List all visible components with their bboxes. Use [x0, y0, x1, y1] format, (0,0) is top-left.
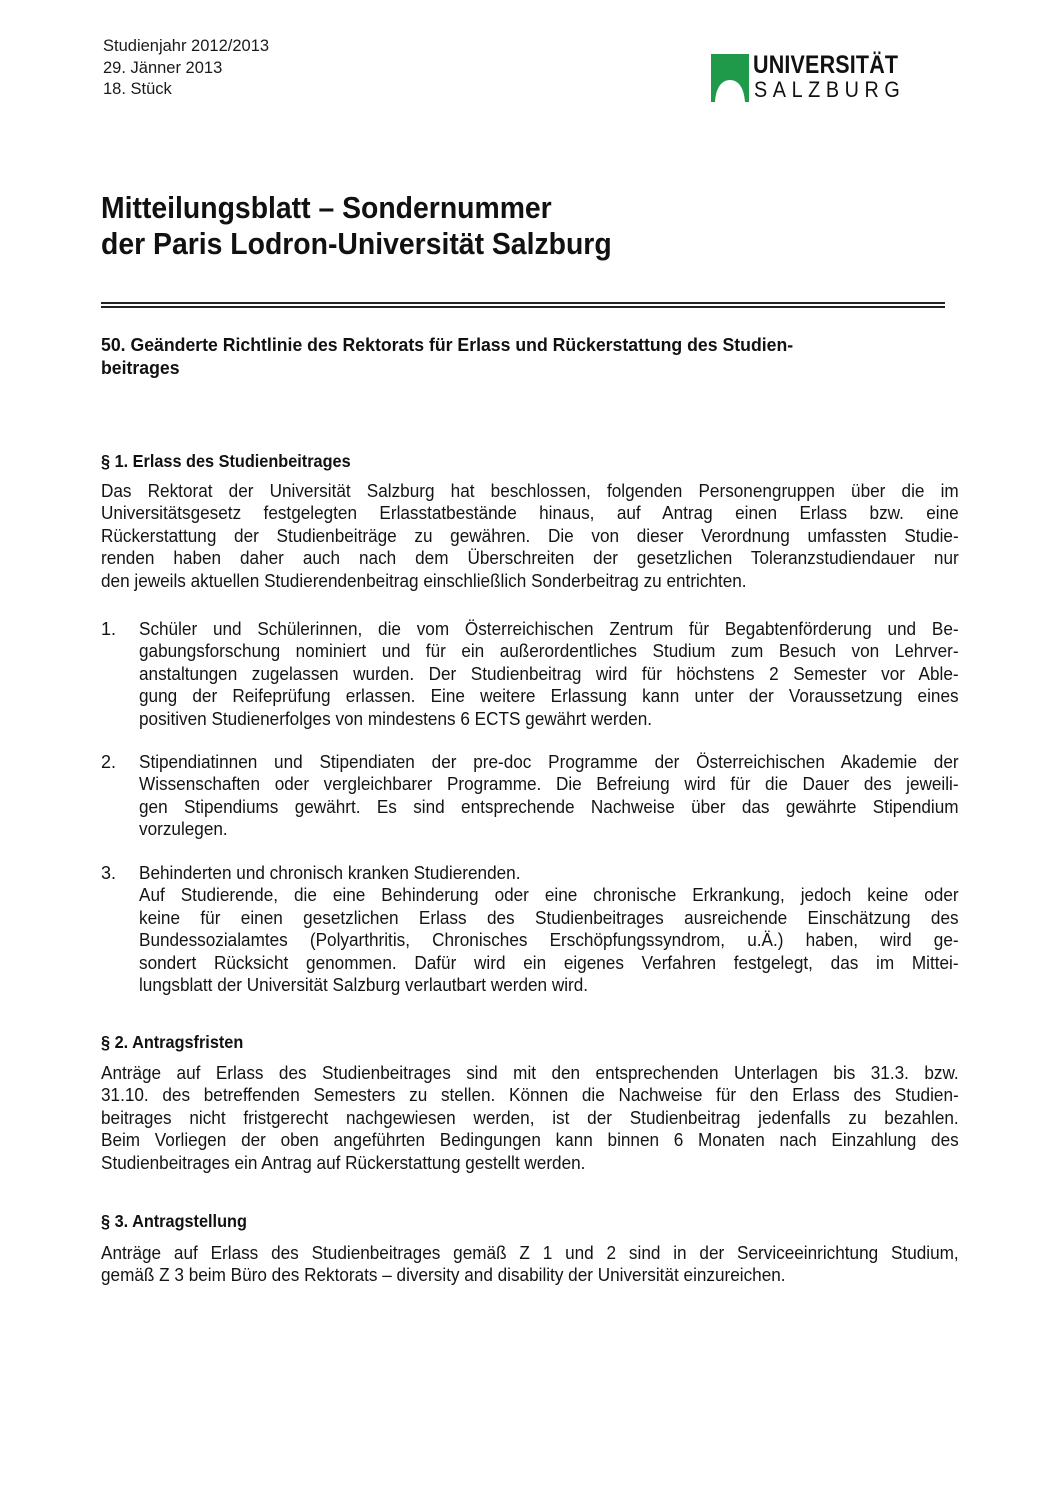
text-line: Wissenschaften oder vergleichbarer Programme. Die Befreiung wird für die Dauer des jeweili-	[139, 774, 959, 795]
divider-line-bottom	[101, 306, 945, 308]
logo-arch-icon	[711, 54, 749, 102]
text-line: den jeweils aktuellen Studierendenbeitrag einschließlich Sonderbeitrag zu entrichten.	[101, 570, 747, 591]
text-line: Das Rektorat der Universität Salzburg hat beschlossen, folgenden Personengruppen über die im	[101, 481, 959, 501]
double-rule-divider	[101, 302, 945, 309]
text-line: sondert Rücksicht genommen. Dafür wird ein eigenes Verfahren festgelegt, das im Mittei-	[139, 952, 959, 973]
text-line: Anträge auf Erlass des Studienbeitrages gemäß Z 1 und 2 sind in der Serviceeinrichtung Studium,	[101, 1243, 959, 1263]
notice-title-line-1: 50. Geänderte Richtlinie des Rektorats für Erlass und Rückerstattung des Studien-	[101, 334, 794, 355]
issue-number: 18. Stück	[103, 80, 172, 98]
text-line: 31.10. des betreffenden Semesters zu stellen. Können die Nachweise für den Erlass des Studien-	[101, 1085, 959, 1106]
text-line: gen Stipendiums gewährt. Es sind entsprechende Nachweise über das gewährte Stipendium	[139, 796, 959, 817]
text-line: vorzulegen.	[139, 819, 228, 840]
text-line: gabungsforschung nominiert und für ein außerordentliches Studium zum Besuch von Lehrver-	[139, 641, 959, 662]
study-year: Studienjahr 2012/2013	[103, 37, 270, 55]
text-line: Rückerstattung der Studienbeiträge zu gewähren. Die von dieser Verordnung umfassten Studie-	[101, 525, 959, 546]
text-line: anstaltungen zugelassen wurden. Der Studienbeitrag wird für höchstens 2 Semester vor Able-	[139, 663, 959, 684]
page-title	[101, 190, 612, 262]
text-line: gung der Reifeprüfung erlassen. Eine weitere Erlassung kann unter der Voraussetzung eines	[139, 686, 959, 707]
list-number: 1.	[101, 619, 117, 639]
title-line-1: Mitteilungsblatt – Sondernummer	[101, 191, 552, 225]
text-line: Behinderten und chronisch kranken Studierenden.	[139, 863, 521, 883]
text-line: lungsblatt der Universität Salzburg verlautbart werden wird.	[139, 975, 589, 996]
logo-text-salzburg: SALZBURG	[754, 77, 906, 102]
text-line: renden haben daher auch nach dem Überschreiten der gesetzlichen Toleranzstudiendauer nur	[101, 548, 959, 569]
section-3-text	[101, 1242, 959, 1287]
text-line: Anträge auf Erlass des Studienbeitrages sind mit den entsprechenden Unterlagen bis 31.3. bzw.	[101, 1063, 959, 1083]
text-line: Schüler und Schülerinnen, die vom Österreichischen Zentrum für Begabtenförderung und Be-	[139, 619, 959, 639]
list-item-body	[139, 751, 959, 841]
issue-date: 29. Jänner 2013	[103, 58, 223, 77]
title-line-2: der Paris Lodron-Universität Salzburg	[101, 227, 612, 261]
document-header-info	[103, 36, 269, 101]
text-line: beitrages nicht fristgerecht nachgewiesen werden, ist der Studienbeitrag jedenfalls zu bezahlen.	[101, 1107, 959, 1128]
list-number: 2.	[101, 752, 117, 772]
text-line: Universitätsgesetz festgelegten Erlasstatbestände hinaus, auf Antrag einen Erlass bzw. eine	[101, 503, 959, 524]
list-item-body	[139, 862, 959, 996]
text-line: keine für einen gesetzlichen Erlass des Studienbeitrages ausreichende Einschätzung des	[139, 907, 959, 928]
notice-title	[101, 333, 961, 379]
notice-title-line-2: beitrages	[101, 357, 180, 378]
text-line: Stipendiatinnen und Stipendiaten der pre-doc Programme der Österreichischen Akademie der	[139, 752, 959, 772]
text-line: Studienbeitrages ein Antrag auf Rückerstattung gestellt werden.	[101, 1152, 586, 1173]
text-line: gemäß Z 3 beim Büro des Rektorats – diversity and disability der Universität einzureichen.	[101, 1265, 786, 1286]
list-item-body	[139, 618, 959, 730]
section-1-heading: § 1. Erlass des Studienbeitrages	[101, 451, 351, 471]
logo-text-universitaet: UNIVERSITÄT	[753, 51, 899, 79]
section-2-text	[101, 1062, 959, 1174]
section-3-heading: § 3. Antragstellung	[101, 1211, 247, 1231]
text-line: positiven Studienerfolges von mindestens 6 ECTS gewährt werden.	[139, 708, 652, 729]
section-2-heading: § 2. Antragsfristen	[101, 1032, 244, 1052]
section-1-intro	[101, 480, 959, 592]
text-line: Beim Vorliegen der oben angeführten Bedingungen kann binnen 6 Monaten nach Einzahlung des	[101, 1130, 959, 1151]
list-number: 3.	[101, 863, 117, 883]
university-logo	[711, 52, 921, 104]
text-line: Bundessozialamtes (Polyarthritis, Chronisches Erschöpfungssyndrom, u.Ä.) haben, wird ge-	[139, 930, 959, 951]
divider-line-top	[101, 302, 945, 304]
text-line: Auf Studierende, die eine Behinderung oder eine chronische Erkrankung, jedoch keine oder	[139, 885, 959, 906]
